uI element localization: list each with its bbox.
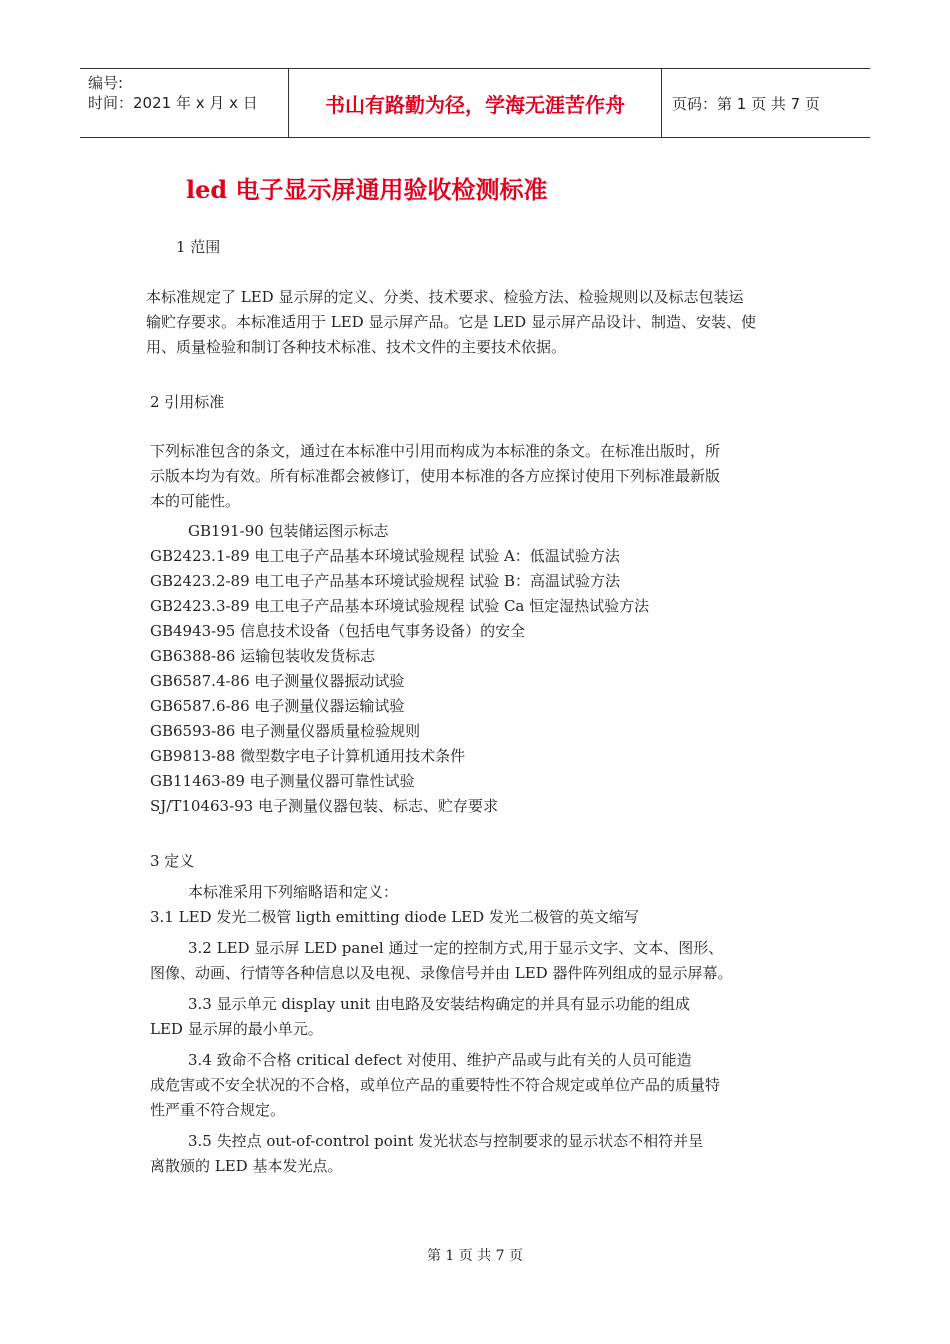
reference-item: GB6593-86 电子测量仪器质量检验规则	[150, 722, 421, 740]
definition-line: 3.4 致命不合格 critical defect 对使用、维护产品或与此有关的人员可能造	[188, 1051, 692, 1069]
definition-line: 成危害或不安全状况的不合格，或单位产品的重要特性不符合规定或单位产品的质量特	[150, 1076, 721, 1094]
paragraph-line: 输贮存要求。本标准适用于 LED 显示屏产品。它是 LED 显示屏产品设计、制造、安装、使	[146, 313, 756, 331]
section-heading: 2 引用标准	[150, 393, 225, 411]
paragraph-line: 示版本均为有效。所有标准都会被修订，使用本标准的各方应探讨使用下列标准最新版	[150, 467, 721, 485]
reference-item: GB2423.1-89 电工电子产品基本环境试验规程 试验 A：低温试验方法	[150, 547, 620, 565]
definition-line: LED 显示屏的最小单元。	[150, 1020, 323, 1038]
definition-line: 3.5 失控点 out-of-control point 发光状态与控制要求的显示状态不相符并呈	[188, 1132, 704, 1150]
definition-line: 3.1 LED 发光二极管 ligth emitting diode LED 发光二极管的英文缩写	[150, 908, 639, 926]
section-heading: 1 范围	[176, 238, 221, 256]
paragraph-line: 本的可能性。	[150, 492, 241, 510]
reference-item: GB11463-89 电子测量仪器可靠性试验	[150, 772, 415, 790]
document-title: led 电子显示屏通用验收检测标准	[186, 175, 548, 204]
definition-line: 3.2 LED 显示屏 LED panel 通过一定的控制方式,用于显示文字、文本、图形、	[188, 939, 724, 957]
paragraph-line: 用、质量检验和制订各种技术标准、技术文件的主要技术依据。	[146, 338, 567, 356]
reference-item: GB6587.6-86 电子测量仪器运输试验	[150, 697, 405, 715]
paragraph-line: 下列标准包含的条文，通过在本标准中引用而构成为本标准的条文。在标准出版时，所	[150, 442, 721, 460]
header-motto: 书山有路勤为径，学海无涯苦作舟	[289, 69, 662, 137]
number-label: 编号:	[88, 74, 124, 92]
header-meta	[80, 69, 289, 137]
definition-line: 3.3 显示单元 display unit 由电路及安装结构确定的并具有显示功能的组成	[188, 995, 690, 1013]
section-heading: 3 定义	[150, 852, 195, 870]
header-page-info: 页码：第 1 页 共 7 页	[672, 94, 820, 113]
reference-item: GB4943-95 信息技术设备（包括电气事务设备）的安全	[150, 622, 526, 640]
definition-line: 离散颁的 LED 基本发光点。	[150, 1157, 343, 1175]
reference-item: GB6587.4-86 电子测量仪器振动试验	[150, 672, 405, 690]
paragraph-line: 本标准采用下列缩略语和定义：	[188, 883, 399, 901]
reference-item: GB2423.2-89 电工电子产品基本环境试验规程 试验 B：高温试验方法	[150, 572, 620, 590]
reference-item: GB2423.3-89 电工电子产品基本环境试验规程 试验 Ca 恒定湿热试验方法	[150, 597, 650, 615]
page-header	[80, 68, 870, 138]
page-footer: 第 1 页 共 7 页	[426, 1248, 524, 1264]
reference-item: GB9813-88 微型数字电子计算机通用技术条件	[150, 747, 466, 765]
definition-line: 图像、动画、行情等各种信息以及电视、录像信号并由 LED 器件阵列组成的显示屏幕。	[150, 964, 733, 982]
definition-line: 性严重不符合规定。	[150, 1101, 286, 1119]
paragraph-line: 本标准规定了 LED 显示屏的定义、分类、技术要求、检验方法、检验规则以及标志包装运	[146, 288, 744, 306]
reference-item: GB191-90 包装储运图示标志	[188, 522, 389, 540]
reference-item: GB6388-86 运输包装收发货标志	[150, 647, 376, 665]
reference-item: SJ/T10463-93 电子测量仪器包装、标志、贮存要求	[150, 797, 498, 815]
time-label: 时间：2021 年 x 月 x 日	[88, 94, 258, 112]
